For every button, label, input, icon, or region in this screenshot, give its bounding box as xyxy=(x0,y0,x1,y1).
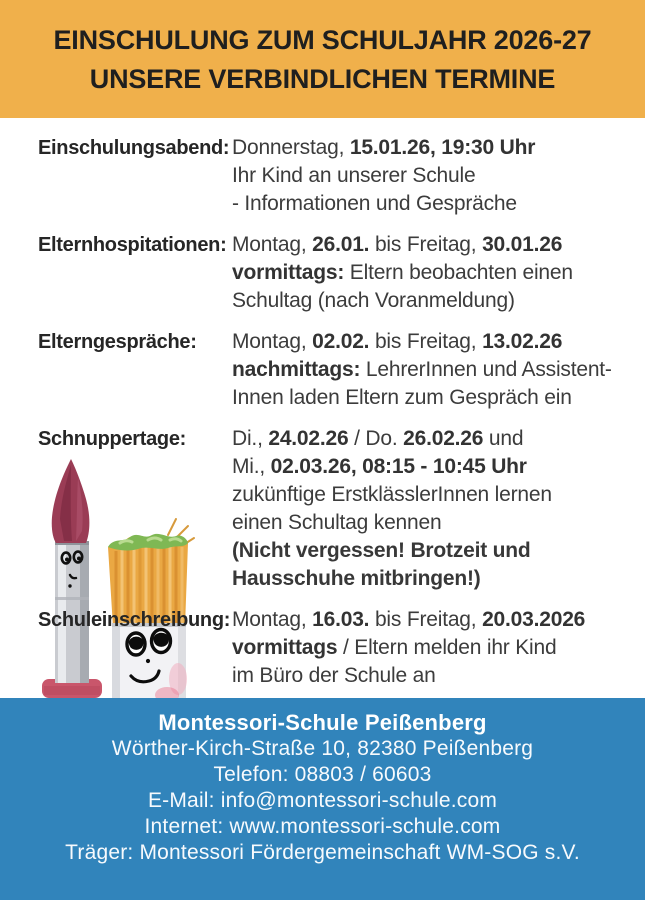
detail-text-emphasis: 26.01. xyxy=(312,233,370,256)
detail-text: einen Schultag kennen xyxy=(232,511,442,534)
header-title-line2: UNSERE VERBINDLICHEN TERMINE xyxy=(89,64,556,94)
detail-text-emphasis: 15.01.26, 19:30 Uhr xyxy=(349,136,536,159)
detail-text: Schultag (nach Voranmeldung) xyxy=(232,289,515,312)
event-details xyxy=(232,425,552,593)
detail-text-emphasis: 16.03. xyxy=(312,608,370,631)
detail-line xyxy=(232,162,535,190)
detail-line xyxy=(232,231,573,259)
school-website: Internet: www.montessori-schule.com xyxy=(144,815,501,838)
detail-text: / Eltern melden ihr Kind xyxy=(337,636,557,659)
detail-line xyxy=(232,259,573,287)
detail-line xyxy=(232,481,552,509)
detail-text-emphasis: 02.03.26, 08:15 - 10:45 Uhr xyxy=(270,455,527,478)
detail-text-emphasis: 26.02.26 xyxy=(403,427,484,450)
event-label: Einschulungsabend: xyxy=(38,137,230,159)
school-carrier: Träger: Montessori Fördergemeinschaft WM-SOG s.V. xyxy=(65,841,580,864)
detail-line xyxy=(232,453,552,481)
detail-text-emphasis: vormittags: xyxy=(232,261,345,284)
school-email: E-Mail: info@montessori-schule.com xyxy=(147,789,498,812)
detail-text: Montag, xyxy=(232,608,313,631)
detail-text-emphasis: 13.02.26 xyxy=(482,330,563,353)
detail-text-emphasis: 24.02.26 xyxy=(268,427,349,450)
detail-line xyxy=(232,606,585,634)
schedule-row xyxy=(38,328,645,412)
event-label: Schuleinschreibung: xyxy=(38,609,231,631)
detail-line xyxy=(232,134,535,162)
detail-text: Donnerstag, xyxy=(232,136,350,159)
detail-text-emphasis: Hausschuhe mitbringen!) xyxy=(232,567,481,590)
detail-text: und xyxy=(483,427,524,450)
detail-line xyxy=(232,537,552,565)
event-details xyxy=(232,606,585,690)
event-label: Schnuppertage: xyxy=(38,428,187,450)
header-banner xyxy=(0,0,645,118)
detail-text: Ihr Kind an unserer Schule xyxy=(232,164,476,187)
detail-line xyxy=(232,425,552,453)
detail-line xyxy=(232,328,612,356)
footer-contact-block xyxy=(0,698,645,900)
event-details xyxy=(232,134,535,218)
detail-text: zukünftige ErstklässlerInnen lernen xyxy=(232,483,552,506)
header-title-line1: EINSCHULUNG ZUM SCHULJAHR 2026-27 xyxy=(53,25,592,55)
detail-text-emphasis: 02.02. xyxy=(312,330,370,353)
detail-line xyxy=(232,356,612,384)
detail-line xyxy=(232,190,535,218)
detail-text: im Büro der Schule an xyxy=(232,664,436,687)
detail-line xyxy=(232,662,585,690)
schedule-row xyxy=(38,134,645,218)
detail-text: bis Freitag, xyxy=(369,330,483,353)
detail-text: Eltern beobachten einen xyxy=(344,261,573,284)
detail-text-emphasis: 30.01.26 xyxy=(482,233,563,256)
school-address: Wörther-Kirch-Straße 10, 82380 Peißenberg xyxy=(111,737,534,760)
event-label: Elternhospitationen: xyxy=(38,234,227,256)
detail-line xyxy=(232,565,552,593)
detail-text: Di., xyxy=(232,427,269,450)
detail-text: Innen laden Eltern zum Gespräch ein xyxy=(232,386,572,409)
detail-text-emphasis: nachmittags: xyxy=(232,358,361,381)
detail-text-emphasis: vormittags xyxy=(232,636,338,659)
detail-text: LehrerInnen und Assistent- xyxy=(360,358,612,381)
school-phone: Telefon: 08803 / 60603 xyxy=(213,763,432,786)
detail-text-emphasis: 20.03.2026 xyxy=(482,608,586,631)
schedule-row xyxy=(38,425,645,593)
schedule-rows xyxy=(0,118,645,703)
school-name: Montessori-Schule Peißenberg xyxy=(158,710,487,735)
detail-text: bis Freitag, xyxy=(369,608,483,631)
detail-text: / Do. xyxy=(348,427,404,450)
schedule-row xyxy=(38,231,645,315)
detail-text: - Informationen und Gespräche xyxy=(232,192,517,215)
schedule-row xyxy=(38,606,645,690)
detail-text: Montag, xyxy=(232,233,313,256)
detail-line xyxy=(232,384,612,412)
detail-text: Montag, xyxy=(232,330,313,353)
detail-line xyxy=(232,509,552,537)
event-details xyxy=(232,231,573,315)
detail-text: Mi., xyxy=(232,455,271,478)
event-label: Elterngespräche: xyxy=(38,331,197,353)
detail-line xyxy=(232,634,585,662)
footer-lines xyxy=(0,710,645,866)
event-details xyxy=(232,328,612,412)
detail-line xyxy=(232,287,573,315)
detail-text: bis Freitag, xyxy=(369,233,483,256)
detail-text-emphasis: (Nicht vergessen! Brotzeit und xyxy=(232,539,531,562)
